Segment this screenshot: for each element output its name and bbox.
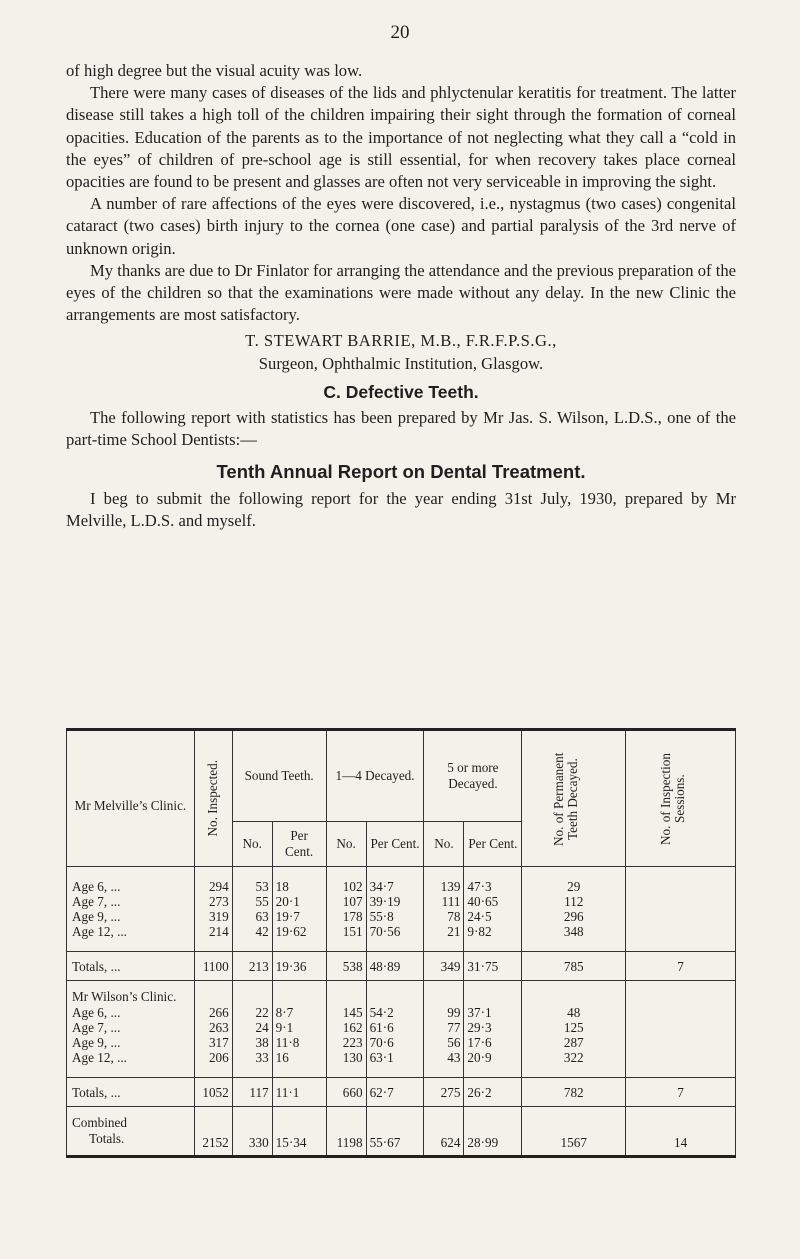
- header-decayed-5: 5 or more Decayed.: [424, 730, 522, 822]
- header-clinic: Mr Melville’s Clinic.: [67, 730, 195, 867]
- section-intro: The following report with statistics has been prepared by Mr Jas. S. Wilson, L.D.S., one of the part-time School Dentists:—: [66, 408, 736, 450]
- header-inspected: No. Inspected.: [194, 730, 232, 867]
- header-sound: Sound Teeth.: [232, 730, 326, 822]
- table-row: Age 7, ... 263 24 9·1 162 61·6 77 29·3 125: [67, 1020, 736, 1035]
- table-row: Age 12, ... 214 42 19·62 151 70·56 21 9·82 348: [67, 924, 736, 939]
- section-heading: C. Defective Teeth.: [323, 381, 479, 402]
- header-d14-pc: Per Cent.: [366, 822, 424, 867]
- header-sound-pc: Per Cent.: [272, 822, 326, 867]
- totals-row-wilson: Totals, ... 1052 117 11·1 660 62·7 275 26·2 782 7: [67, 1078, 736, 1107]
- totals-row-combined: Totals. 2152 330 15·34 1198 55·67 624 28·99 1567 14: [67, 1130, 736, 1156]
- table-row: Age 9, ... 319 63 19·7 178 55·8 78 24·5 296: [67, 909, 736, 924]
- header-d14-no: No.: [326, 822, 366, 867]
- table-row: Age 6, ... 266 22 8·7 145 54·2 99 37·1 48: [67, 1005, 736, 1020]
- signature: [66, 330, 736, 374]
- wilson-label-row: Mr Wilson’s Clinic.: [67, 981, 736, 1006]
- signature-name: T. STEWART BARRIE, M.B., F.R.F.P.S.G.,: [245, 331, 557, 351]
- header-d5-pc: Per Cent.: [464, 822, 522, 867]
- paragraph: A number of rare affections of the eyes were discovered, i.e., nystagmus (two cases) congenital cataract (two cases) birth injury to the cornea (one case) and partial paralysis of the 3rd nerve of unknown origin.: [66, 194, 736, 258]
- table-row: Age 9, ... 317 38 11·8 223 70·6 56 17·6 287: [67, 1035, 736, 1050]
- paragraph: There were many cases of diseases of the lids and phlyctenular keratitis for treatment. The latter disease still takes a high toll of the children impairing their sight through the formation of corneal opacities. Education of the parents as to the importance of not neglecting what they call a “cold in the eyes” of children of pre-school age is still essential, for when recovery takes place corneal opacities are found to be present and glasses are often not very serviceable in improving the sight.: [66, 83, 736, 192]
- header-permanent: No. of Permanent Teeth Decayed.: [522, 730, 626, 867]
- dental-table-wrap: [66, 728, 736, 1158]
- page-number: 20: [390, 22, 410, 43]
- header-decayed-1-4: 1—4 Decayed.: [326, 730, 424, 822]
- paragraph: of high degree but the visual acuity was low.: [66, 61, 363, 80]
- table-row: Age 6, ... 294 53 18 102 34·7 139 47·3 29: [67, 879, 736, 894]
- dental-table: [66, 728, 736, 1158]
- table-row: Age 7, ... 273 55 20·1 107 39·19 111 40·65 112: [67, 894, 736, 909]
- header-sessions: No. of Inspection Sessions.: [626, 730, 736, 867]
- body-text: [66, 60, 736, 532]
- totals-row-melville: Totals, ... 1100 213 19·36 538 48·89 349 31·75 785 7: [67, 952, 736, 981]
- paragraph: My thanks are due to Dr Finlator for arranging the attendance and the previous preparation of the eyes of the children so that the examinations were made without any delay. In the new Clinic the arrangements are most satisfactory.: [66, 260, 736, 325]
- report-intro: I beg to submit the following report for the year ending 31st July, 1930, prepared by Mr Melville, L.D.S. and myself.: [66, 488, 736, 530]
- report-heading: Tenth Annual Report on Dental Treatment.: [216, 461, 586, 483]
- header-d5-no: No.: [424, 822, 464, 867]
- combined-label-row: Combined: [67, 1107, 736, 1131]
- signature-title: Surgeon, Ophthalmic Institution, Glasgow.: [258, 353, 544, 373]
- header-sound-no: No.: [232, 822, 272, 867]
- table-row: Age 12, ... 206 33 16 130 63·1 43 20·9 322: [67, 1050, 736, 1065]
